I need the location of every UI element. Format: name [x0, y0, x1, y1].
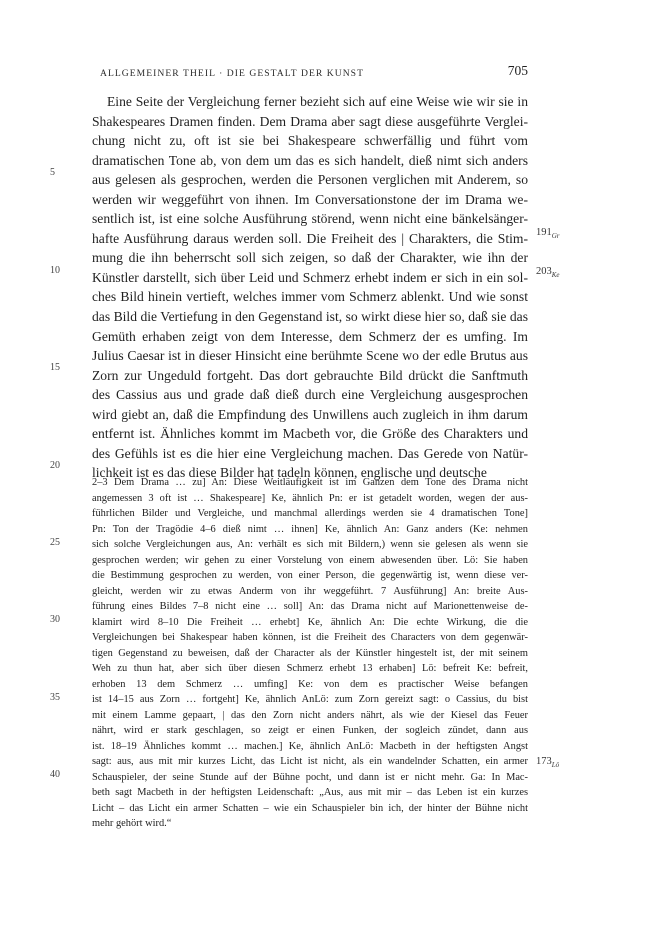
note-line: Pn: Ton der Tragödie 4–6 dieß nimt … ihnen] Ke, ähnlich An: Ganz anders (Ke: nehmen	[92, 523, 528, 535]
note-line: beth sagt Macbeth in der heftigsten Leidenschaft: „Aus, aus mit mir – das Leben ist ein kurzes	[92, 787, 528, 798]
note-line: angemessen 3 oft ist … Shakespeare] Ke, ähnlich Pn: er ist getadelt worden, wegen der aus-	[92, 492, 528, 504]
note-line: ist. 18–19 Ähnliches kommt … machen.] Ke, ähnlich AnLö: Macbeth in der heftigsten Angst	[92, 740, 528, 752]
text-line: Zorn zur Ungeduld fortgeht. Das dort gebrauchte Bild drückt die Sanftmuth	[92, 367, 528, 383]
margin-reference: $203_{Ke}$	[536, 266, 560, 280]
note-line: führlichen Bilder und Vergleiche, und manchmal allerdings werden sie 4 dramatischen Tone]	[92, 508, 528, 519]
note-line: klamirt wird 8–10 Die Freiheit … erhebt] Ke, ähnlich An: Die echte Wirkung, die die	[92, 616, 528, 628]
text-line: ches Bild hinein vertieft, welches immer vom Schmerz ablenkt. Und wie sonst	[92, 289, 528, 305]
text-line: Gemüth erhaben zeigt von dem Interesse, dem Schmerz der es umfing. Im	[92, 328, 528, 344]
note-line: ist 14–15 aus Zorn … fortgeht] Ke, ähnlich AnLö: zum Zorn gereizt sagt: o Cassius, du bist	[92, 694, 528, 705]
running-header	[100, 60, 528, 86]
note-line: sagt: aus, aus mit mir kurzes Licht, das Licht ist nicht, als ein wandelnder Schatten, ein armer	[92, 756, 528, 767]
line-number: 20	[50, 460, 60, 471]
line-number: 10	[50, 265, 60, 276]
line-number: 25	[50, 537, 60, 548]
main-text	[92, 92, 528, 483]
note-line: nährt, wird er stark geschlagen, so zeigt er einen Funken, der sogleich zündet, dann aus	[92, 725, 528, 736]
text-line: wird giebt an, daß die Empfindung des Unwillens auch zugleich in ihm darum	[92, 406, 528, 422]
critical-apparatus	[92, 475, 528, 832]
note-line: gesprochen werden; wir gehen zu einer Vorstelung von einem abwesenden über. Lö: Sie haben	[92, 554, 528, 566]
note-line: die Bestimmung gesprochen zu werden, von einer Person, die gegenwärtig ist, wenn diese ver-	[92, 570, 528, 581]
text-line: lichkeit ist es das diese Bilder hat tadeln können, englische und deutsche	[92, 465, 487, 481]
running-title: ALLGEMEINER THEIL · DIE GESTALT DER KUNST	[100, 68, 364, 79]
margin-reference: $191_{Gr}$	[536, 227, 560, 241]
note-line: führung eines Bildes 7–8 nicht eine … soll] An: das Drama nicht auf Marionettenweise de-	[92, 601, 528, 612]
text-line: werden wir weggeführt von ihnen. Im Conversationstone der im Drama we-	[92, 191, 528, 207]
text-line: chung nicht zu, oft ist sie bei Shakespeare schwerfällig und führt vom	[92, 133, 528, 149]
line-number: 15	[50, 362, 60, 373]
text-line: des Cassius aus und grade daß dieß durch eine Vergleichung ausgesprochen	[92, 387, 528, 403]
note-line: sich solche Vergleichungen aus, An: verhält es sich mit Bildern,) wenn sie gelesen als wenn sie	[92, 539, 528, 550]
note-line: tigen Gegenstand zu beweisen, daß der Character als der Künstler hingestelt ist, der mit seinem	[92, 647, 528, 659]
text-line: dramatischen Tone ab, von dem um das es sich handelt, dieß nimt sich anders	[92, 152, 528, 168]
line-number: 40	[50, 769, 60, 780]
page-number: 705	[507, 63, 528, 78]
text-line: Künstler darstellt, sich über Leid und Schmerz erhebt indem er sich in ein sol-	[92, 269, 528, 285]
note-line: gleicht, werden wir zu etwas Anderm von ihr weggeführt. 7 Ausführung] An: breite Aus-	[92, 585, 528, 597]
note-line: Schauspieler, der seine Stunde auf der Bühne pocht, und dann ist er nicht mehr. Ga: In Mac-	[92, 771, 528, 783]
text-line: aus gelesen als gesprochen, werden die Personen verglichen mit Anderem, so	[92, 172, 528, 188]
note-line: mehr gehört wird.“	[92, 818, 172, 829]
text-line: hafte Ausführung daraus werden soll. Die Freiheit des | Charakters, die Stim-	[92, 230, 528, 246]
text-line: mung die ihn beherrscht soll sich zeigen, so daß der Charakter, wie ihn der	[92, 250, 528, 266]
text-line: sentlich ist, ist eine solche Ausführung störend, wenn nicht eine bänkelsänger-	[92, 211, 528, 227]
text-line: entfernt ist. Ähnliches kommt im Macbeth vor, die Größe des Charakters und	[92, 426, 528, 442]
text-line: Julius Caesar ist in dieser Hinsicht eine berühmte Scene wo der edle Brutus aus	[92, 348, 528, 364]
note-line: Licht – das Licht ein armer Schatten – wie ein Schauspieler bin ich, der hinter der Bühne nicht	[92, 802, 528, 814]
note-line: Vergleichungen bei Shakespear haben können, ist die Freiheit des Characters von dem gegenwär-	[92, 632, 528, 643]
line-number: 35	[50, 692, 60, 703]
note-line: erhoben 13 dem Schmerz … umfing] Ke: von dem es practischer Weise befangen	[92, 678, 528, 690]
text-line: Shakespeares Dramen finden. Dem Drama aber sagt diese ausgeführte Verglei-	[92, 113, 528, 129]
text-line: des Gefühls ist es die hier eine Vergleichung machen. Das Gerede von Natür-	[92, 445, 528, 461]
note-line: 2–3 Dem Drama … zu] An: Diese Weitläufigkeit ist im Ganzen dem Tone des Drama nicht	[92, 477, 528, 488]
line-number: 30	[50, 614, 60, 625]
text-line: Eine Seite der Vergleichung ferner bezieht sich auf eine Weise wie wir sie in	[107, 94, 528, 109]
line-number: 5	[50, 167, 55, 178]
note-line: Weh zu thun hat, aber sich über diesen Schmerz erhebt 13 erhaben] Lö: befreit Ke: befreit,	[92, 663, 528, 674]
note-line: mit einem Lamme gepaart, | das den Zorn nicht anders nährt, als wie der Kiesel das Feuer	[92, 709, 528, 721]
text-line: das Bild die Vertiefung in den Gegenstand ist, so wirkt diese hier so, daß sie das	[92, 309, 528, 325]
margin-reference: $173_{Lö}$	[536, 756, 560, 770]
